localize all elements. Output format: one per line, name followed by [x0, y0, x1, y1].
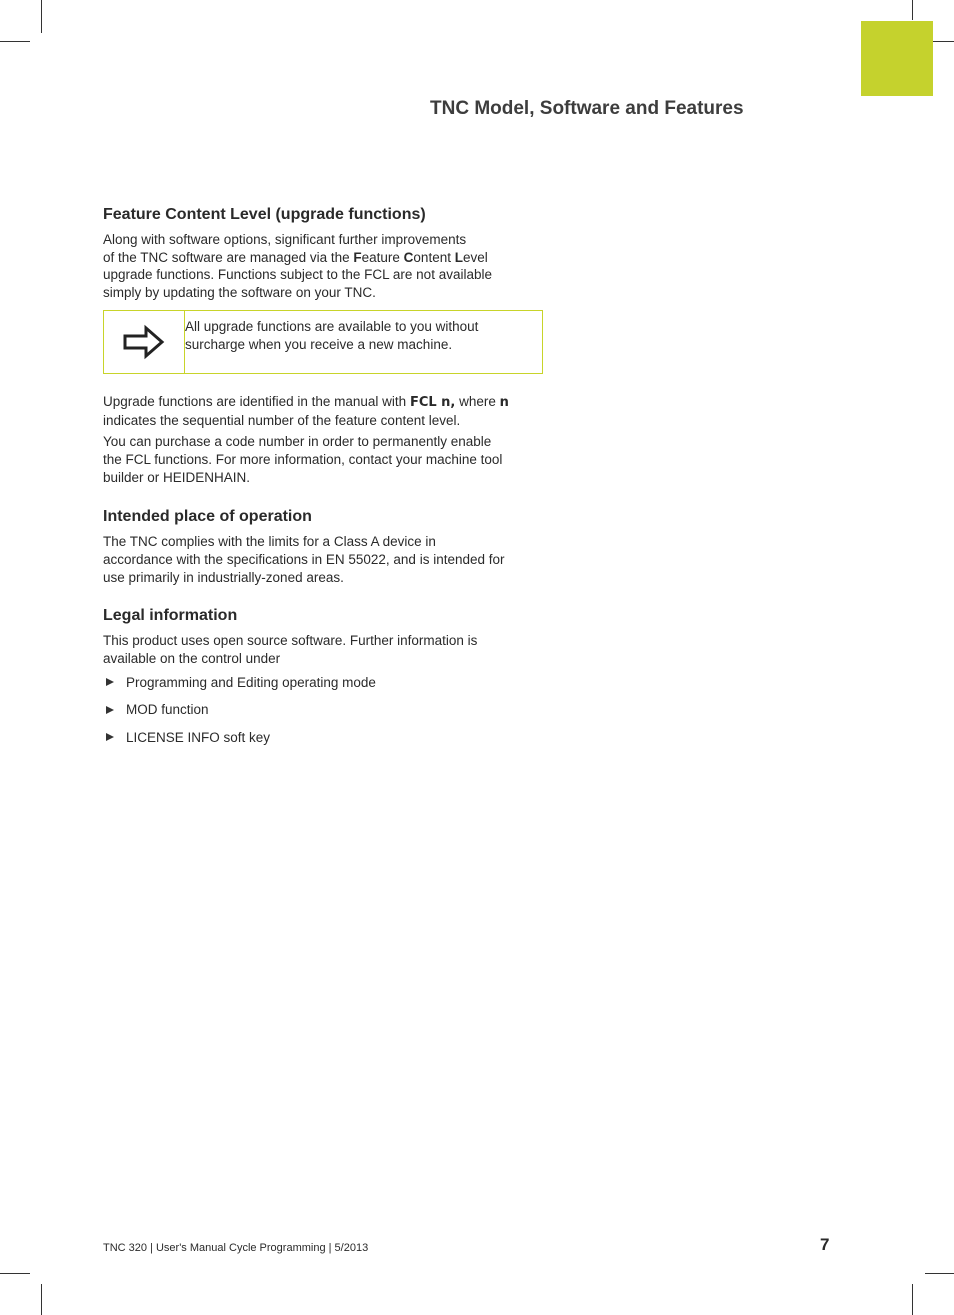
text-line: accordance with the specifications in EN 55022, and is intended for	[103, 552, 505, 568]
triangle-bullet-icon	[106, 678, 114, 686]
text-line: This product uses open source software. Further information is	[103, 633, 478, 649]
footer-text: TNC 320 | User's Manual Cycle Programming | 5/2013	[103, 1242, 369, 1254]
crop-mark	[0, 41, 30, 42]
keyword: n	[499, 394, 509, 410]
crop-mark	[933, 41, 954, 42]
list-item-label: LICENSE INFO soft key	[126, 729, 271, 745]
text-line: indicates the sequential number of the feature content level.	[103, 412, 461, 428]
text-line: available on the control under	[103, 651, 281, 667]
legal-paragraph	[103, 632, 543, 667]
text-line: the FCL functions. For more information, contact your machine tool	[103, 451, 503, 467]
emphasis: L	[454, 249, 463, 265]
crop-mark	[41, 0, 42, 33]
text-line: Along with software options, significant further improvements	[103, 232, 467, 247]
section-heading-operation: Intended place of operation	[103, 508, 312, 526]
fcl-identification-paragraph	[103, 393, 543, 429]
emphasis: F	[353, 249, 362, 265]
text-line: The TNC complies with the limits for a Class A device in	[103, 534, 436, 550]
operation-paragraph	[103, 533, 543, 586]
crop-mark	[925, 1273, 954, 1274]
section-heading-legal: Legal information	[103, 607, 238, 625]
step-list	[103, 674, 543, 746]
text-line: upgrade functions. Functions subject to the FCL are not available	[103, 267, 492, 283]
page-header-title: TNC Model, Software and Features	[430, 98, 744, 119]
crop-mark	[912, 0, 913, 20]
fcl-paragraph	[103, 231, 543, 302]
note-box	[103, 310, 543, 374]
text-fragment: evel	[462, 249, 488, 265]
crop-mark	[912, 1284, 913, 1315]
text-line: You can purchase a code number in order to permanently enable	[103, 434, 492, 450]
list-item-label: Programming and Editing operating mode	[126, 674, 376, 690]
crop-mark	[0, 1273, 30, 1274]
list-item	[103, 701, 543, 718]
note-line: surcharge when you receive a new machine.	[184, 336, 453, 352]
main-content	[103, 205, 543, 756]
list-item-label: MOD function	[126, 702, 209, 718]
list-item	[103, 674, 543, 691]
emphasis: C	[403, 249, 414, 265]
text-line: builder or HEIDENHAIN.	[103, 469, 251, 485]
text-fragment: Upgrade functions are identified in the manual with	[103, 393, 410, 409]
triangle-bullet-icon	[106, 706, 114, 714]
list-item	[103, 729, 543, 746]
text-line: of the TNC software are managed via the	[103, 249, 354, 265]
text-fragment: ontent	[413, 249, 455, 265]
text-line: simply by updating the software on your TNC.	[103, 285, 376, 301]
note-line: All upgrade functions are available to you without	[184, 318, 479, 334]
text-line: use primarily in industrially-zoned areas.	[103, 569, 344, 585]
section-heading-fcl: Feature Content Level (upgrade functions)	[103, 206, 426, 223]
text-fragment: where	[455, 393, 500, 409]
fcl-purchase-paragraph	[103, 433, 543, 486]
text-fragment: eature	[361, 249, 404, 265]
keyword: FCL n,	[409, 394, 456, 410]
note-icon-cell	[104, 311, 185, 373]
chapter-tab	[861, 21, 933, 96]
arrow-right-icon	[122, 324, 166, 360]
crop-mark	[41, 1284, 42, 1315]
note-text	[185, 311, 542, 373]
triangle-bullet-icon	[106, 733, 114, 741]
page-number: 7	[820, 1235, 830, 1254]
